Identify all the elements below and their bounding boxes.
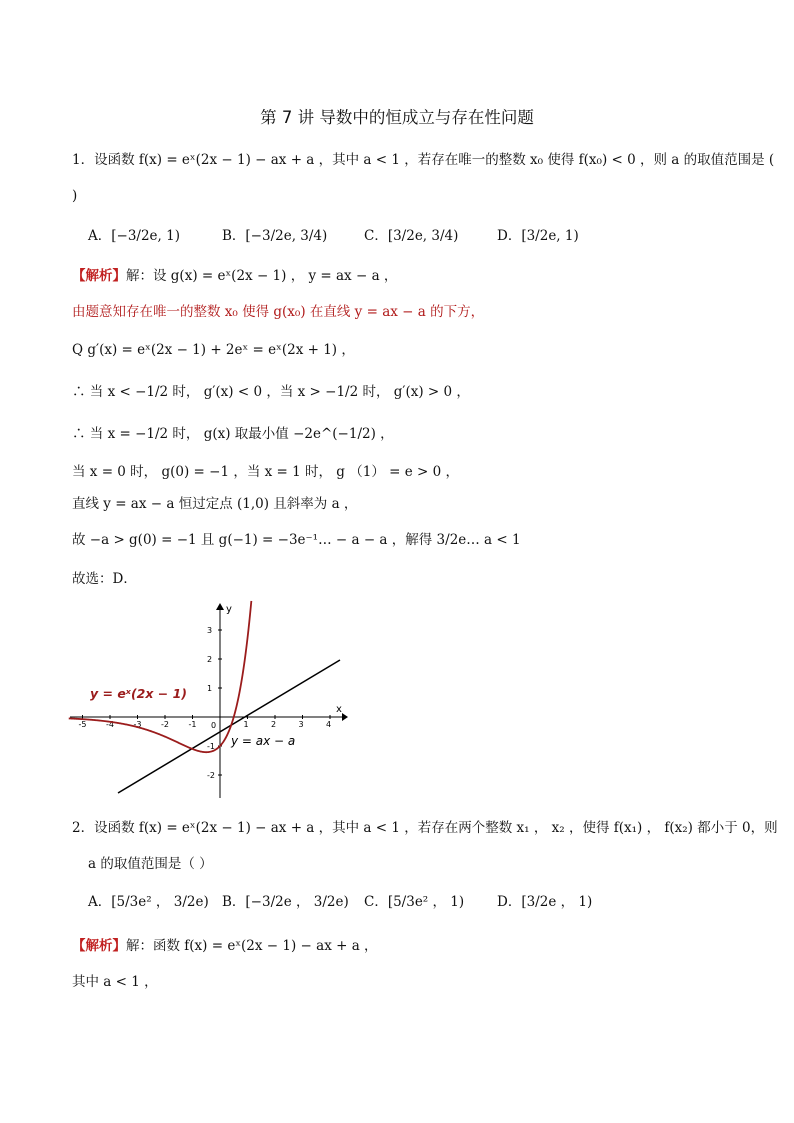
q2-stem-line1: 2．设函数 f(x) = eˣ(2x − 1) − ax + a ，其中 a < 1 ，若存在两个整数 x₁ ， x₂ ，使得 f(x₁) ， f(x₂) 都小于 0，则 xyxy=(72,820,778,836)
y-tick-label: 3 xyxy=(207,626,213,635)
origin-label: 0 xyxy=(211,721,217,730)
y-axis-label: y xyxy=(226,604,232,615)
line-y-ax-a xyxy=(118,660,340,793)
x-axis-arrow-icon xyxy=(342,713,348,721)
q1-option-a: A．[−3/2e, 1) xyxy=(88,228,180,244)
q2-option-b: B．[−3/2e ， 3/2e) xyxy=(222,894,349,910)
axis-ticks xyxy=(79,626,332,780)
function-graph xyxy=(68,600,348,800)
q1-solution-line6: 当 x = 0 时， g(0) = −1 ，当 x = 1 时， g （1） = e > 0 ， xyxy=(72,464,459,480)
curve-label: y = eˣ(2x − 1) xyxy=(90,686,188,701)
q1-solution-text1: 解：设 g(x) = eˣ(2x − 1) ， y = ax − a ， xyxy=(126,268,398,284)
q1-option-b: B．[−3/2e, 3/4) xyxy=(222,228,328,244)
x-tick-label: 2 xyxy=(271,720,277,729)
q2-solution-line1 xyxy=(72,936,378,956)
q1-solution-line5: ∴ 当 x = −1/2 时， g(x) 取最小值 −2e^(−1/2) ， xyxy=(72,426,394,442)
x-tick-label: 4 xyxy=(326,720,332,729)
x-tick-label: -5 xyxy=(78,720,87,729)
q2-option-a: A．[5/3e² ， 3/2e) xyxy=(88,894,209,910)
q1-option-c: C．[3/2e, 3/4) xyxy=(364,228,459,244)
q2-option-c: C．[5/3e² ， 1) xyxy=(364,894,465,910)
q1-option-d: D．[3/2e, 1) xyxy=(497,228,579,244)
x-tick-label: 3 xyxy=(298,720,304,729)
q1-stem-line2: ) xyxy=(72,188,78,204)
page-title: 第 7 讲 导数中的恒成立与存在性问题 xyxy=(260,108,534,127)
q2-solution-tag: 【解析】 xyxy=(72,938,126,954)
x-tick-label: -3 xyxy=(133,720,142,729)
x-tick-label: 1 xyxy=(243,720,249,729)
y-tick-label: -2 xyxy=(207,771,215,780)
q2-option-d: D．[3/2e ， 1) xyxy=(497,894,593,910)
q1-solution-tag: 【解析】 xyxy=(72,268,126,284)
y-tick-label: 2 xyxy=(207,655,213,664)
y-tick-label: 1 xyxy=(207,684,213,693)
q1-solution-line7: 直线 y = ax − a 恒过定点 (1,0) 且斜率为 a ， xyxy=(72,496,358,512)
q1-solution-line9: 故选：D． xyxy=(72,571,137,587)
x-tick-label: -1 xyxy=(188,720,197,729)
q2-stem-line2: a 的取值范围是（ ） xyxy=(88,856,213,872)
q1-stem-line1: 1．设函数 f(x) = eˣ(2x − 1) − ax + a ，其中 a < 1 ，若存在唯一的整数 x₀ 使得 f(x₀) < 0 ，则 a 的取值范围是 ( xyxy=(72,152,775,168)
q2-solution-line2: 其中 a < 1 ， xyxy=(72,974,158,990)
y-axis-arrow-icon xyxy=(216,603,224,610)
q2-solution-text1: 解：函数 f(x) = eˣ(2x − 1) − ax + a ， xyxy=(126,938,378,954)
x-axis-label: x xyxy=(336,704,342,715)
y-tick-label: -1 xyxy=(207,742,215,751)
q1-solution-line2: 由题意知存在唯一的整数 x₀ 使得 g(x₀) 在直线 y = ax − a 的下方， xyxy=(72,304,485,320)
q1-solution-line8: 故 −a > g(0) = −1 且 g(−1) = −3e⁻¹… − a − a ，解得 3/2e… a < 1 xyxy=(72,532,521,548)
q1-solution-line4: ∴ 当 x < −1/2 时， g′(x) < 0 ，当 x > −1/2 时， g′(x) > 0 ， xyxy=(72,384,470,400)
x-tick-label: -2 xyxy=(161,720,169,729)
q1-solution-line3: Q g′(x) = eˣ(2x − 1) + 2eˣ = eˣ(2x + 1) ， xyxy=(72,342,355,358)
line-label: y = ax − a xyxy=(231,734,296,748)
x-tick-label: -4 xyxy=(106,720,114,729)
q1-solution-line1 xyxy=(72,266,397,286)
